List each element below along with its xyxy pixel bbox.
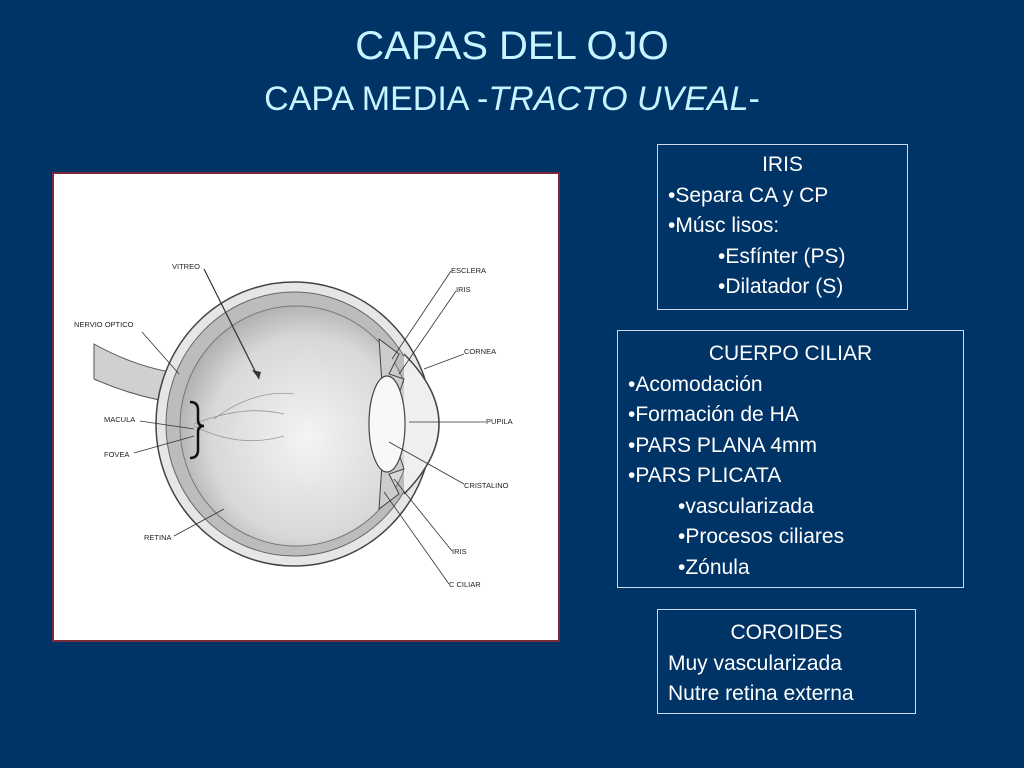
ciliar-item: •PARS PLANA 4mm: [628, 433, 818, 457]
label-macula: MACULA: [104, 415, 136, 424]
coroides-box: [657, 609, 916, 714]
lens: [369, 376, 405, 472]
label-nervio-optico: NERVIO OPTICO: [74, 320, 134, 329]
iris-bottom-pointer: [394, 479, 452, 551]
coroides-line: Muy vascularizada: [668, 651, 842, 675]
label-c-ciliar: C CILIAR: [449, 580, 481, 589]
label-retina: RETINA: [144, 533, 172, 542]
ciliar-item: •PARS PLICATA: [628, 464, 782, 487]
iris-item: •Separa CA y CP: [668, 183, 829, 207]
label-iris-top: IRIS: [456, 285, 471, 294]
ciliar-heading: CUERPO CILIAR: [708, 342, 873, 365]
ciliar-subitem: •Procesos ciliares: [678, 525, 845, 548]
label-cornea: CORNEA: [464, 347, 497, 356]
label-pupila: PUPILA: [486, 417, 513, 426]
slide-title: CAPAS DEL OJO: [355, 24, 669, 68]
eye-diagram: [52, 172, 560, 642]
eye-cross-section: [54, 174, 558, 640]
esclera-pointer: [392, 271, 451, 359]
slide-subtitle: [0, 80, 1024, 119]
label-vitreo: VITREO: [172, 262, 200, 271]
coroides-heading: COROIDES: [730, 621, 843, 644]
ciliar-item: •Formación de HA: [628, 403, 799, 426]
iris-subitem: •Esfínter (PS): [718, 244, 846, 268]
iris-top-pointer: [399, 291, 456, 374]
cuerpo-ciliar-box: [617, 330, 964, 588]
cornea: [404, 354, 439, 494]
label-fovea: FOVEA: [104, 450, 130, 459]
label-iris-bottom: IRIS: [452, 547, 467, 556]
coroides-line: Nutre retina externa: [668, 682, 854, 705]
subtitle-prefix: CAPA MEDIA -: [264, 80, 489, 118]
iris-subitem: •Dilatador (S): [718, 275, 844, 298]
subtitle-italic: TRACTO UVEAL: [488, 80, 749, 118]
ciliar-subitem: •Zónula: [678, 555, 750, 579]
label-cristalino: CRISTALINO: [464, 481, 509, 490]
ciliar-subitem: •vascularizada: [678, 494, 814, 518]
iris-item: •Músc lisos:: [668, 214, 780, 237]
ciliar-pointer: [384, 492, 449, 584]
iris-box: [657, 144, 908, 310]
subtitle-suffix: -: [748, 80, 760, 118]
iris-heading: IRIS: [762, 153, 803, 176]
label-esclera: ESCLERA: [451, 266, 487, 275]
ciliar-item: •Acomodación: [628, 372, 763, 396]
cornea-pointer: [424, 354, 464, 369]
